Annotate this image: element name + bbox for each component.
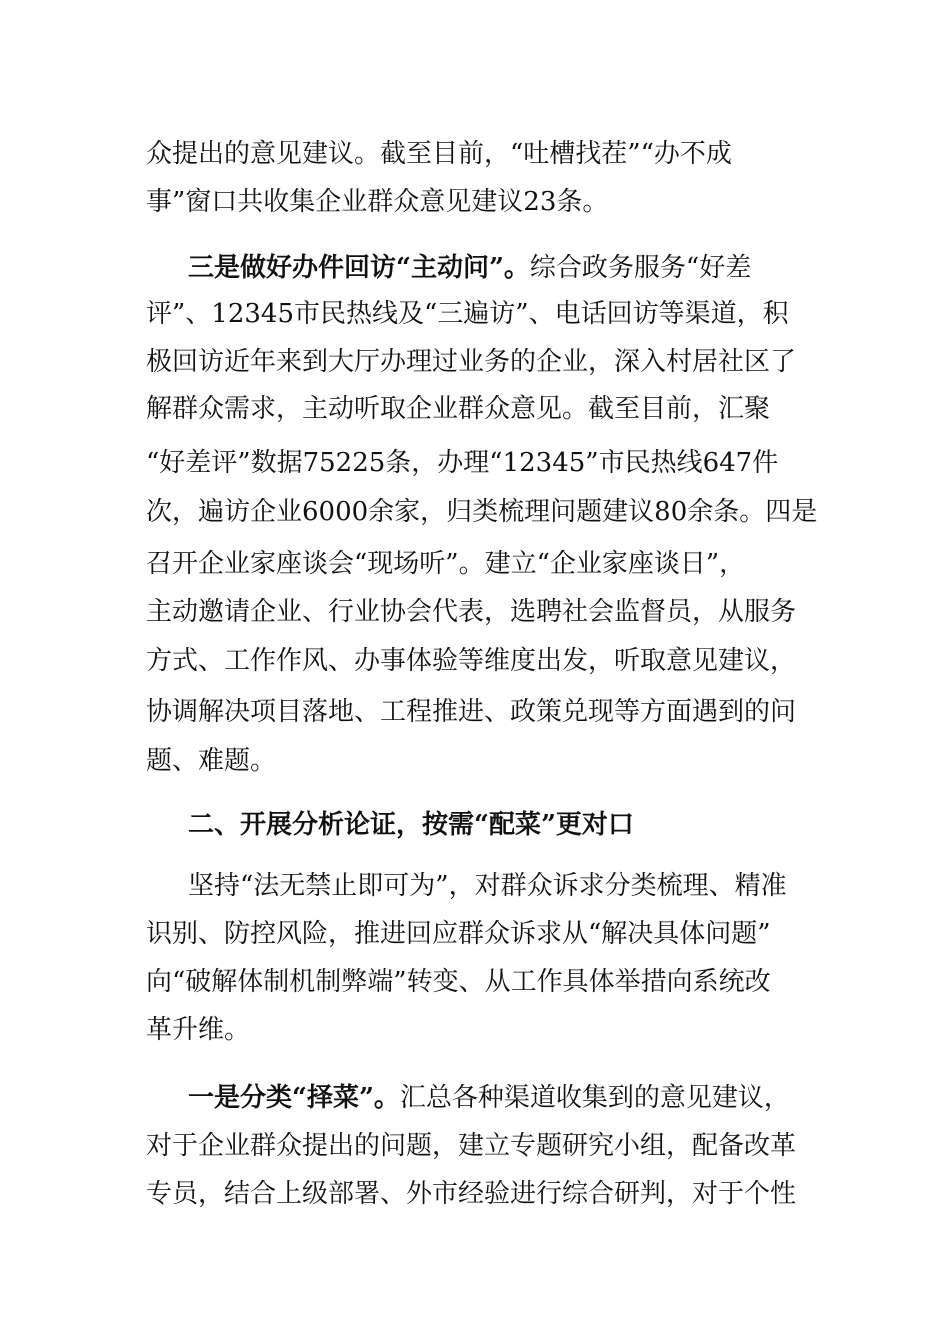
text-line: 协调解决项目落地、工程推进、政策兑现等方面遇到的问 (146, 697, 797, 727)
text-line: 革升维。 (146, 1015, 251, 1045)
lead-text: 汇总各种渠道收集到的意见建议， (399, 1083, 790, 1113)
text-line: 识别、防控风险，推进回应群众诉求从“解决具体问题” (146, 919, 771, 949)
text-line: 方式、工作作风、办事体验等维度出发，听取意见建议， (146, 646, 797, 676)
text-line: 众提出的意见建议。截至目前，“吐槽找茬”“办不成 (146, 139, 732, 169)
paragraph-lead-line (188, 248, 806, 288)
text-line: 主动邀请企业、行业协会代表，选聘社会监督员，从服务 (146, 597, 797, 627)
paragraph-lead-line (188, 1078, 806, 1118)
text-line: 召开企业家座谈会“现场听”。建立“企业家座谈日”， (146, 549, 746, 579)
bold-lead-phrase: 三是做好办件回访“主动问”。 (188, 253, 530, 283)
text-line: 向“破解体制机制弊端”转变、从工作具体举措向系统改 (146, 967, 771, 997)
text-line: 事”窗口共收集企业群众意见建议23条。 (146, 187, 609, 217)
text-line: 解群众需求，主动听取企业群众意见。截至目前，汇聚 (146, 394, 771, 424)
section-heading: 二、开展分析论证，按需“配菜”更对口 (188, 810, 634, 840)
bold-lead-phrase: 一是分类“择菜”。 (188, 1083, 400, 1113)
text-line: 题、难题。 (146, 746, 277, 776)
text-line: 评”、12345市民热线及“三遍访”、电话回访等渠道，积 (146, 299, 789, 329)
text-line: 次，遍访企业6000余家，归类梳理问题建议80余条。四是 (146, 497, 818, 527)
text-line: 极回访近年来到大厅办理过业务的企业，深入村居社区了 (146, 347, 797, 377)
text-line: “好差评”数据75225条，办理“12345”市民热线647件 (146, 448, 779, 478)
text-line: 坚持“法无禁止即可为”，对群众诉求分类梳理、精准 (188, 871, 787, 901)
text-line: 专员，结合上级部署、外市经验进行综合研判，对于个性 (146, 1179, 797, 1209)
text-line: 对于企业群众提出的问题，建立专题研究小组，配备改革 (146, 1131, 797, 1161)
lead-text: 综合政务服务“好差 (529, 253, 752, 283)
